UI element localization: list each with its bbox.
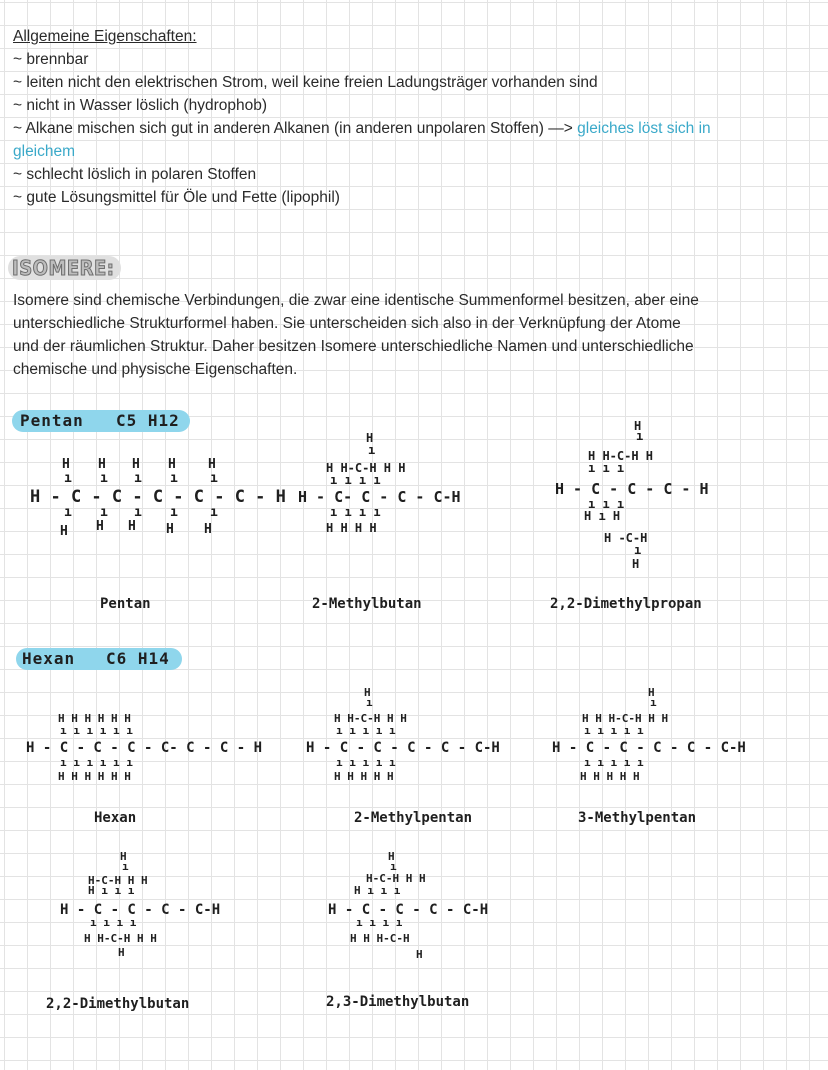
caption-2-3-dimethylbutan: 2,3-Dimethylbutan — [326, 994, 470, 1010]
svg-text:H: H — [166, 522, 174, 537]
property-item: ~ leiten nicht den elektrischen Strom, weil keine freien Ladungsträger vorhanden sind — [13, 74, 598, 91]
svg-text:H H H-C-H: H H H-C-H — [350, 932, 410, 945]
svg-text:ı: ı — [210, 505, 218, 520]
property-item: ~ gute Lösungsmittel für Öle und Fette (lipophil) — [13, 189, 340, 206]
svg-text:H H-C-H H H: H H-C-H H H — [326, 461, 406, 475]
svg-text:H - C - C - C - C-H: H - C - C - C - C-H — [328, 902, 489, 918]
svg-text:H - C- C - C - C-H: H - C- C - C - C-H — [298, 488, 461, 506]
isomere-text-line: Isomere sind chemische Verbindungen, die zwar eine identische Summenformel besitzen, aber eine — [13, 292, 699, 309]
svg-text:H H-C-H H H: H H-C-H H H — [84, 932, 157, 945]
caption-pentan: Pentan — [100, 596, 151, 612]
svg-text:H H H H H H: H H H H H H — [58, 712, 131, 725]
svg-text:H H H H H: H H H H H — [580, 770, 640, 783]
svg-text:ı: ı — [134, 471, 142, 486]
property-item: ~ brennbar — [13, 51, 89, 68]
svg-text:ı ı ı ı ı: ı ı ı ı ı — [584, 724, 644, 737]
hexan-label: Hexan — [22, 649, 76, 668]
svg-text:H: H — [388, 850, 395, 863]
svg-text:H: H — [648, 686, 655, 699]
svg-text:ı ı ı ı: ı ı ı ı — [90, 916, 137, 929]
svg-text:H -C-H: H -C-H — [604, 531, 648, 545]
svg-text:H H H H H H: H H H H H H — [58, 770, 131, 783]
structure-2-methylbutan — [298, 431, 461, 535]
svg-text:ı: ı — [122, 860, 129, 873]
svg-text:H: H — [96, 519, 104, 534]
svg-text:H - C - C - C - C - C-H: H - C - C - C - C - C-H — [552, 740, 746, 756]
structure-2-2-dimethylpropan — [555, 420, 709, 571]
svg-text:H: H — [98, 457, 106, 472]
svg-text:H H H H H: H H H H H — [334, 770, 394, 783]
structure-pentan — [30, 457, 286, 539]
svg-text:ı: ı — [650, 696, 657, 709]
svg-text:ı: ı — [100, 471, 108, 486]
svg-text:H H-C-H H: H H-C-H H — [588, 449, 654, 463]
svg-text:H: H — [62, 457, 70, 472]
structure-2-3-dimethylbutan — [328, 850, 488, 961]
isomere-text-line: unterschiedliche Strukturformel haben. Sie unterscheiden sich also in der Verknüpfung der Atome — [13, 315, 681, 332]
svg-text:H: H — [208, 457, 216, 472]
svg-text:H - C - C - C - C-H: H - C - C - C - C-H — [60, 902, 221, 918]
svg-text:ı ı ı ı ı: ı ı ı ı ı ı — [60, 724, 133, 737]
property-item-mix — [13, 117, 711, 140]
svg-text:ı: ı — [170, 505, 178, 520]
mix-highlight: gleiches löst sich in — [577, 120, 711, 137]
svg-text:ı ı ı ı: ı ı ı ı — [330, 505, 381, 519]
caption-2-methylpentan: 2-Methylpentan — [354, 810, 473, 826]
svg-text:H - C - C - C - H: H - C - C - C - H — [555, 480, 709, 498]
isomere-title: ISOMERE: — [8, 256, 121, 280]
hexan-formula: C6 H14 — [106, 649, 170, 668]
svg-text:ı: ı — [636, 429, 644, 443]
mix-text: ~ Alkane mischen sich gut in anderen Alkanen (in anderen unpolaren Stoffen) —> — [13, 120, 578, 137]
mix-highlight-cont: gleichem — [13, 143, 76, 160]
svg-text:ı ı ı: ı ı ı — [588, 461, 625, 475]
svg-text:ı: ı — [64, 471, 72, 486]
hexan-structures — [0, 680, 828, 1020]
svg-text:H: H — [416, 948, 423, 961]
svg-text:H-C-H H H: H-C-H H H — [366, 872, 426, 885]
svg-text:ı: ı — [100, 505, 108, 520]
svg-text:H H H-C-H H H: H H H-C-H H H — [582, 712, 669, 725]
svg-text:H: H — [168, 457, 176, 472]
property-item: ~ nicht in Wasser löslich (hydrophob) — [13, 97, 267, 114]
svg-text:ı: ı — [210, 471, 218, 486]
svg-text:H: H — [634, 420, 642, 433]
svg-text:H: H — [128, 519, 136, 534]
pentan-label: Pentan — [20, 411, 84, 430]
caption-hexan: Hexan — [94, 810, 137, 826]
svg-text:H ı ı ı: H ı ı ı — [88, 884, 135, 897]
svg-text:ı ı ı ı ı: ı ı ı ı ı — [336, 756, 396, 769]
svg-text:H ı ı ı: H ı ı ı — [354, 884, 401, 897]
svg-text:H-C-H H H: H-C-H H H — [88, 874, 148, 887]
svg-text:ı: ı — [134, 505, 142, 520]
isomere-text-line: und der räumlichen Struktur. Daher besitzen Isomere unterschiedliche Namen und unterschiedliche — [13, 338, 694, 355]
svg-text:ı ı ı: ı ı ı — [588, 497, 625, 511]
svg-text:H ı H: H ı H — [584, 509, 621, 523]
pentan-structures — [0, 420, 828, 620]
caption-3-methylpentan: 3-Methylpentan — [578, 810, 697, 826]
structure-2-2-dimethylbutan — [60, 850, 220, 959]
structure-2-methylpentan — [306, 686, 500, 783]
svg-text:ı ı ı ı: ı ı ı ı — [330, 473, 381, 487]
svg-text:ı ı ı ı ı: ı ı ı ı ı — [336, 724, 396, 737]
svg-text:H H H H: H H H H — [326, 521, 377, 535]
svg-text:H: H — [118, 946, 125, 959]
caption-2-methylbutan: 2-Methylbutan — [312, 596, 422, 612]
svg-text:ı: ı — [390, 860, 397, 873]
svg-text:ı: ı — [634, 543, 642, 557]
svg-text:H: H — [364, 686, 371, 699]
svg-text:ı: ı — [366, 696, 373, 709]
svg-text:ı ı ı ı ı: ı ı ı ı ı ı — [60, 756, 133, 769]
structure-hexan — [26, 712, 262, 783]
svg-text:H - C - C - C - C - C-H: H - C - C - C - C - C-H — [306, 740, 500, 756]
svg-text:H: H — [132, 457, 140, 472]
structure-3-methylpentan — [552, 686, 746, 783]
svg-text:ı: ı — [64, 505, 72, 520]
svg-text:H: H — [366, 431, 374, 445]
svg-text:ı: ı — [368, 443, 376, 457]
property-item: ~ schlecht löslich in polaren Stoffen — [13, 166, 257, 183]
svg-text:ı ı ı ı: ı ı ı ı — [356, 916, 403, 929]
svg-text:H - C - C - C - C- C - C - H: H - C - C - C - C- C - C - H — [26, 740, 263, 756]
caption-2-2-dimethylpropan: 2,2-Dimethylpropan — [550, 596, 702, 612]
properties-heading: Allgemeine Eigenschaften: — [13, 28, 197, 45]
svg-text:H - C - C - C - C - C - H: H - C - C - C - C - C - H — [30, 487, 286, 507]
pentan-formula: C5 H12 — [116, 411, 180, 430]
svg-text:H: H — [120, 850, 127, 863]
svg-text:H: H — [632, 557, 640, 571]
caption-2-2-dimethylbutan: 2,2-Dimethylbutan — [46, 996, 190, 1012]
svg-text:ı: ı — [170, 471, 178, 486]
svg-text:H H-C-H H H: H H-C-H H H — [334, 712, 407, 725]
svg-text:H: H — [204, 522, 212, 537]
svg-text:ı ı ı ı ı: ı ı ı ı ı — [584, 756, 644, 769]
svg-text:H: H — [60, 524, 68, 539]
isomere-text-line: chemische und physische Eigenschaften. — [13, 361, 298, 378]
